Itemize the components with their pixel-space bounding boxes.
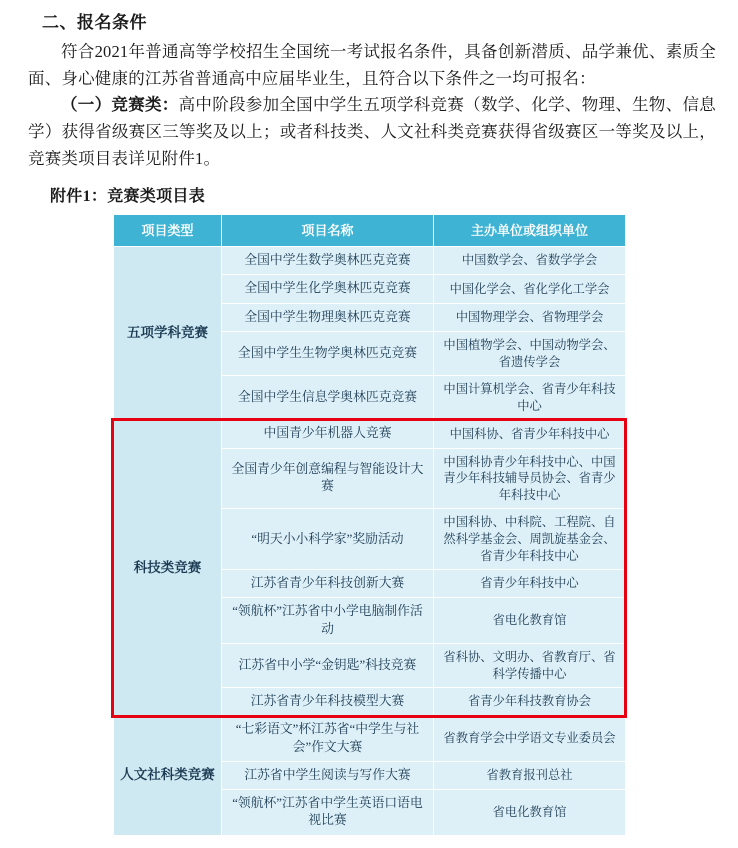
table-cell-org: 省青少年科技教育协会 [434, 688, 626, 716]
table-cell-org: 中国计算机学会、省青少年科技中心 [434, 376, 626, 420]
table-cell-name: “明天小小科学家”奖励活动 [222, 509, 434, 570]
table-cell-name: “领航杯”江苏省中小学电脑制作活动 [222, 598, 434, 644]
table-cell-name: “七彩语文”杯江苏省“中学生与社会”作文大赛 [222, 716, 434, 762]
table-cell-org: 中国数学会、省数学学会 [434, 247, 626, 275]
table-cell-org: 省青少年科技中心 [434, 570, 626, 598]
table-header-name: 项目名称 [222, 214, 434, 247]
table-head [114, 214, 626, 247]
table-cell-name: 全国青少年创意编程与智能设计大赛 [222, 448, 434, 509]
table-cell-name: 中国青少年机器人竞赛 [222, 420, 434, 448]
table-cell-category: 科技类竞赛 [114, 420, 222, 716]
paragraph-conditions: 符合2021年普通高等学校招生全国统一考试报名条件，具备创新潜质、品学兼优、素质全面、身心健康的江苏省普通高中应届毕业生，且符合以下条件之一均可报名： [28, 42, 716, 88]
table-cell-org: 中国物理学会、省物理学会 [434, 303, 626, 331]
table-header-type: 项目类型 [114, 214, 222, 247]
table-cell-category: 五项学科竞赛 [114, 247, 222, 420]
paragraph-competition-bold: （一）竞赛类： [61, 95, 179, 115]
table-cell-org: 省教育学会中学语文专业委员会 [434, 716, 626, 762]
table-row [114, 716, 626, 762]
table-cell-org: 中国科协、省青少年科技中心 [434, 420, 626, 448]
table-cell-org: 省教育报刊总社 [434, 761, 626, 789]
table-cell-org: 省电化教育馆 [434, 598, 626, 644]
table-cell-name: 全国中学生信息学奥林匹克竞赛 [222, 376, 434, 420]
table-cell-name: 全国中学生物理奥林匹克竞赛 [222, 303, 434, 331]
table-header-org: 主办单位或组织单位 [434, 214, 626, 247]
table-cell-name: 江苏省青少年科技模型大赛 [222, 688, 434, 716]
competition-table [113, 214, 626, 836]
table-cell-name: “领航杯”江苏省中学生英语口语电视比赛 [222, 790, 434, 836]
attachment-title: 附件1：竞赛类项目表 [50, 187, 206, 205]
table-cell-org: 中国科协青少年科技中心、中国青少年科技辅导员协会、省青少年科技中心 [434, 448, 626, 509]
table-cell-name: 全国中学生生物学奥林匹克竞赛 [222, 331, 434, 375]
table-header-row [114, 214, 626, 247]
table-body [114, 247, 626, 836]
table-cell-category: 人文社科类竞赛 [114, 716, 222, 835]
table-cell-name: 全国中学生数学奥林匹克竞赛 [222, 247, 434, 275]
competition-table-wrapper [113, 214, 625, 836]
table-cell-name: 江苏省青少年科技创新大赛 [222, 570, 434, 598]
table-cell-name: 江苏省中小学“金钥匙”科技竞赛 [222, 643, 434, 687]
table-cell-org: 中国科协、中科院、工程院、自然科学基金会、周凯旋基金会、省青少年科技中心 [434, 509, 626, 570]
table-row [114, 247, 626, 275]
paragraph-competition [28, 92, 716, 172]
paragraph-competition-rest: 高中阶段参加全国中学生五项学科竞赛（数学、化学、物理、生物、信息学）获得省级赛区三等奖及以上；或者科技类、人文社科类竞赛获得省级赛区一等奖及以上，竞赛类项目表详见附件1。 [28, 95, 717, 168]
section-title: 二、报名条件 [42, 13, 147, 32]
table-cell-org: 中国化学会、省化学化工学会 [434, 275, 626, 303]
table-cell-name: 江苏省中学生阅读与写作大赛 [222, 761, 434, 789]
table-row [114, 420, 626, 448]
table-cell-org: 省科协、文明办、省教育厅、省科学传播中心 [434, 643, 626, 687]
table-cell-org: 中国植物学会、中国动物学会、省遗传学会 [434, 331, 626, 375]
table-cell-name: 全国中学生化学奥林匹克竞赛 [222, 275, 434, 303]
table-cell-org: 省电化教育馆 [434, 790, 626, 836]
